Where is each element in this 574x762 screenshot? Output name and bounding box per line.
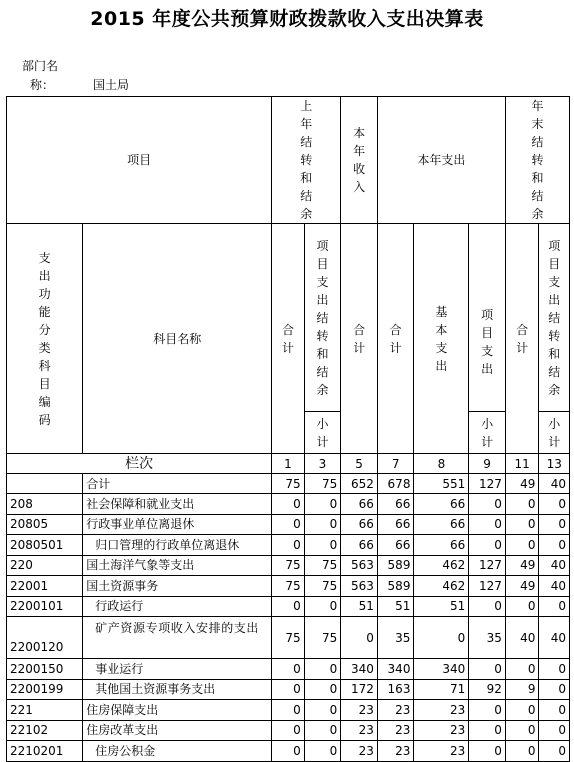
row-value: 0 [539,720,570,741]
row-value: 23 [377,720,414,741]
row-value: 75 [272,617,305,659]
header-project: 项 目 支 出 [469,224,506,412]
row-value: 66 [414,494,469,515]
row-value: 0 [505,535,539,556]
table-row [7,720,570,741]
row-value: 66 [377,494,414,515]
row-value: 0 [505,596,539,617]
total-value: 551 [414,474,469,494]
row-value: 0 [505,741,539,762]
row-name: 行政事业单位离退休 [83,514,272,535]
header-prev-proj-balance: 项 目 支 出 结 转 和 结 余 [304,224,341,412]
row-value: 66 [377,514,414,535]
row-code: 22102 [7,720,83,741]
col-number: 11 [505,454,539,474]
row-name: 国土海洋气象等支出 [83,555,272,576]
row-value: 0 [304,659,341,680]
row-value: 75 [272,576,305,597]
row-value: 0 [341,617,378,659]
col-number-label: 栏次 [7,454,272,474]
header-item: 项目 [7,97,272,224]
row-value: 51 [377,596,414,617]
row-name: 归口管理的行政单位离退休 [83,535,272,556]
row-code: 20805 [7,514,83,535]
row-code: 22001 [7,576,83,597]
total-value: 40 [539,474,570,494]
col-number: 8 [414,454,469,474]
row-value: 0 [272,535,305,556]
row-value: 66 [341,535,378,556]
row-code: 2200101 [7,596,83,617]
row-code: 2200199 [7,679,83,700]
col-number: 9 [469,454,506,474]
total-value: 75 [304,474,341,494]
table-row [7,576,570,597]
row-value: 66 [341,494,378,515]
row-value: 75 [304,576,341,597]
table-row [7,535,570,556]
table-row [7,700,570,721]
header-subject: 科目名称 [83,224,272,454]
table-row [7,741,570,762]
table-row [7,555,570,576]
row-value: 51 [341,596,378,617]
row-value: 0 [272,741,305,762]
row-value: 127 [469,555,506,576]
row-value: 127 [469,576,506,597]
row-value: 462 [414,576,469,597]
row-value: 340 [414,659,469,680]
row-value: 75 [272,555,305,576]
row-value: 172 [341,679,378,700]
row-value: 66 [377,535,414,556]
table-row [7,514,570,535]
col-number-row [7,454,570,474]
row-value: 340 [377,659,414,680]
row-value: 563 [341,555,378,576]
row-value: 0 [304,494,341,515]
row-value: 0 [539,659,570,680]
row-value: 23 [341,700,378,721]
row-value: 0 [272,679,305,700]
department-label-line1: 部门名 [22,59,59,73]
row-value: 0 [539,535,570,556]
table-row [7,617,570,659]
row-value: 0 [505,720,539,741]
row-value: 23 [377,700,414,721]
row-value: 0 [539,700,570,721]
row-value: 75 [304,555,341,576]
row-value: 23 [341,720,378,741]
row-value: 66 [414,535,469,556]
total-value: 678 [377,474,414,494]
row-value: 0 [539,514,570,535]
row-value: 23 [414,720,469,741]
row-value: 71 [414,679,469,700]
row-code: 220 [7,555,83,576]
table-row [7,494,570,515]
row-name: 事业运行 [83,659,272,680]
row-name: 社会保障和就业支出 [83,494,272,515]
row-value: 49 [505,576,539,597]
row-value: 0 [505,494,539,515]
row-value: 0 [272,720,305,741]
budget-table [6,96,570,762]
header-project-subtotal: 小 计 [469,412,506,454]
row-code: 2080501 [7,535,83,556]
row-value: 340 [341,659,378,680]
row-value: 0 [469,535,506,556]
col-number: 13 [539,454,570,474]
row-value: 0 [539,494,570,515]
row-name: 住房公积金 [83,741,272,762]
row-name: 住房保障支出 [83,700,272,721]
row-value: 0 [304,679,341,700]
header-code: 支 出 功 能 分 类 科 目 编 码 [7,224,83,454]
row-value: 563 [341,576,378,597]
row-value: 0 [272,659,305,680]
row-name: 国土资源事务 [83,576,272,597]
col-number: 1 [272,454,305,474]
row-value: 35 [377,617,414,659]
header-prev-balance: 上 年 结 转 和 结 余 [272,97,341,224]
col-number: 5 [341,454,378,474]
row-value: 0 [272,700,305,721]
header-end-total: 合 计 [505,224,539,454]
row-name: 矿产资源专项收入安排的支出 [83,617,272,659]
header-end-subtotal: 小 计 [539,412,570,454]
row-value: 0 [272,494,305,515]
header-end-proj-balance: 项 目 支 出 结 转 和 结 余 [539,224,570,412]
col-number: 3 [304,454,341,474]
row-value: 0 [539,741,570,762]
department-name: 国土局 [93,78,130,92]
row-code: 2210201 [7,741,83,762]
header-income-total: 合 计 [341,224,378,454]
row-value: 0 [304,596,341,617]
row-value: 0 [304,535,341,556]
row-value: 51 [414,596,469,617]
row-value: 0 [469,720,506,741]
row-value: 75 [304,617,341,659]
row-value: 0 [469,659,506,680]
row-value: 163 [377,679,414,700]
row-value: 23 [414,741,469,762]
row-code: 2200120 [7,617,83,659]
total-value: 652 [341,474,378,494]
header-income: 本 年 收 入 [341,97,378,224]
total-value: 127 [469,474,506,494]
total-label: 合计 [83,474,272,494]
header-end-balance: 年 末 结 转 和 结 余 [505,97,569,224]
row-value: 0 [469,700,506,721]
row-name: 行政运行 [83,596,272,617]
row-value: 589 [377,555,414,576]
row-value: 0 [505,700,539,721]
row-value: 49 [505,555,539,576]
row-value: 66 [414,514,469,535]
row-value: 0 [304,720,341,741]
row-value: 589 [377,576,414,597]
total-value: 49 [505,474,539,494]
row-value: 40 [539,555,570,576]
row-code: 2200150 [7,659,83,680]
row-value: 0 [469,514,506,535]
row-value: 0 [304,514,341,535]
department-label [22,57,72,95]
row-value: 462 [414,555,469,576]
total-row [7,474,570,494]
row-value: 0 [304,741,341,762]
row-code: 221 [7,700,83,721]
row-code: 208 [7,494,83,515]
table-row [7,596,570,617]
table-row [7,679,570,700]
row-value: 0 [304,700,341,721]
row-value: 0 [539,596,570,617]
row-value: 23 [414,700,469,721]
row-value: 0 [469,741,506,762]
header-prev-subtotal: 小 计 [304,412,341,454]
row-value: 9 [505,679,539,700]
row-value: 92 [469,679,506,700]
page-title: 2015 年度公共预算财政拨款收入支出决算表 [90,8,484,30]
header-expense-total: 合 计 [377,224,414,454]
header-basic: 基 本 支 出 [414,224,469,454]
row-value: 40 [505,617,539,659]
header-expense: 本年支出 [377,97,505,224]
row-name: 其他国土资源事务支出 [83,679,272,700]
row-value: 40 [539,617,570,659]
total-value: 75 [272,474,305,494]
row-value: 40 [539,576,570,597]
row-value: 0 [539,679,570,700]
total-code [7,474,83,494]
header-prev-total: 合 计 [272,224,305,454]
row-value: 23 [341,741,378,762]
row-value: 0 [414,617,469,659]
row-value: 0 [469,596,506,617]
row-value: 0 [469,494,506,515]
row-value: 0 [505,659,539,680]
row-value: 0 [505,514,539,535]
row-value: 0 [272,596,305,617]
row-value: 66 [341,514,378,535]
row-value: 35 [469,617,506,659]
row-name: 住房改革支出 [83,720,272,741]
department-label-line2: 称： [30,78,55,92]
col-number: 7 [377,454,414,474]
row-value: 0 [272,514,305,535]
table-row [7,659,570,680]
row-value: 23 [377,741,414,762]
